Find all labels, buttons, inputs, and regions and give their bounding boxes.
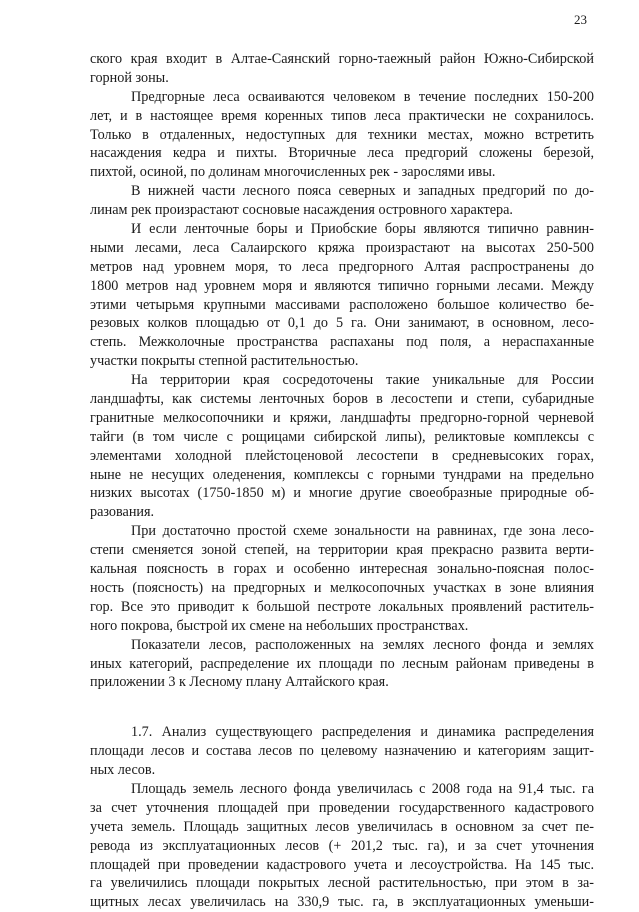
text-line: площадей при проведении кадастрового учета и лесоустройства. На 145 тыс. [90, 856, 594, 873]
text-line: лет, и в настоящее время коренных типов леса практически не сохранилось. [90, 107, 594, 124]
text-line: этими четырьмя крупными массивами расположено большое количество бе- [90, 296, 594, 313]
text-line: ландшафты, как системы ленточных боров в лесостепи и степи, субаридные [90, 391, 594, 408]
blank-line [90, 692, 594, 723]
text-line: ность (поясность) на предгорных и мелкосопочных участках в зоне влияния [90, 579, 594, 596]
text-line: степи сменяется зоной степей, на территории края прекрасно развита верти- [90, 542, 594, 559]
text-line: В нижней части лесного пояса северных и западных предгорий по до- [131, 183, 594, 200]
text-line: 1800 метров над уровнем моря и являются типично горными лесами. Между [90, 277, 594, 294]
text-line: гор. Все это приводит к большой пестроте локальных проявлений раститель- [90, 598, 594, 615]
text-line: ными лесами, леса Салаирского кряжа произрастают на высотах 250-500 [90, 239, 594, 256]
text-line: ского края входит в Алтае-Саянский горно-таежный район Южно-Сибирской [90, 51, 594, 67]
text-line: насаждения кедра и пихты. Вторичные леса предгорий сложены березой, [90, 145, 594, 162]
text-line: линам рек произрастают сосновые насаждения островного характера. [90, 202, 513, 219]
text-line: приложении 3 к Лесному плану Алтайского края. [90, 674, 389, 691]
text-line: ного покрова, быстрой их смене на небольших пространствах. [90, 617, 469, 634]
text-line: При достаточно простой схеме зональности на равнинах, где зона лесо- [131, 523, 594, 540]
text-line: элементами холодной плейстоценовой лесостепи в средневысоких горах, [90, 447, 594, 464]
section-heading-line: площади лесов и состава лесов по целевому назначению и категориям защит- [90, 743, 594, 760]
text-line: Предгорные леса осваиваются человеком в течение последних 150-200 [131, 88, 594, 105]
text-line: метров над уровнем моря, то леса предгорного Алтая распространены до [90, 258, 594, 275]
text-line: ревода из эксплуатационных лесов (+ 201,2 тыс. га), и за счет уточнения [90, 837, 594, 854]
section-heading-line: 1.7. Анализ существующего распределения и динамика распределения [131, 724, 594, 741]
text-line: пихтой, осиной, по долинам многочисленных рек - зарослями ивы. [90, 164, 496, 181]
text-line: учета земель. Площадь защитных лесов увеличилась в основном за счет пе- [90, 818, 594, 835]
text-line: тайги (в том числе с рощицами сибирской липы), реликтовые комплексы с [90, 428, 594, 445]
text-line: гранитные мелкосопочники и кряжи, ландшафты предгорно-горной черневой [90, 409, 594, 426]
text-line: степь. Межколочные пространства распаханы под поля, а нераспаханные [90, 334, 594, 351]
text-line: за счет уточнения площадей при проведении государственного кадастрового [90, 799, 594, 816]
text-line: горной зоны. [90, 69, 169, 86]
text-line: На территории края сосредоточены такие уникальные для России [131, 372, 594, 389]
text-line: низких высотах (1750-1850 м) и многие другие своеобразные природные об- [90, 485, 594, 502]
text-line: Только в отдаленных, недоступных для техники местах, можно встретить [90, 126, 594, 143]
text-line: кальная поясность в горах и особенно интересная зонально-поясная полос- [90, 561, 594, 578]
text-line: га увеличились площади покрытых лесной растительностью, при этом в за- [90, 875, 594, 892]
text-line: Показатели лесов, расположенных на землях лесного фонда и землях [131, 636, 594, 653]
text-line: щитных лесах увеличилась на 330,9 тыс. га, в эксплуатационных уменьши- [90, 894, 594, 911]
text-line: иных категорий, распределение их площади по лесным районам приведены в [90, 655, 594, 672]
text-line: ныне не несущих оледенения, комплексы с горными тундрами на предельно [90, 466, 594, 483]
text-line: участки покрыты степной растительностью. [90, 353, 359, 370]
text-line: разования. [90, 504, 155, 521]
text-line: Площадь земель лесного фонда увеличилась с 2008 года на 91,4 тыс. га [131, 780, 594, 797]
page-body [90, 50, 594, 912]
section-heading-line: ных лесов. [90, 762, 156, 779]
text-line: резовых колков площадью от 0,1 до 5 га. Они занимают, в основном, лесо- [90, 315, 594, 332]
page-number: 23 [574, 12, 587, 27]
text-line: И если ленточные боры и Приобские боры являются типично равнин- [131, 221, 594, 238]
